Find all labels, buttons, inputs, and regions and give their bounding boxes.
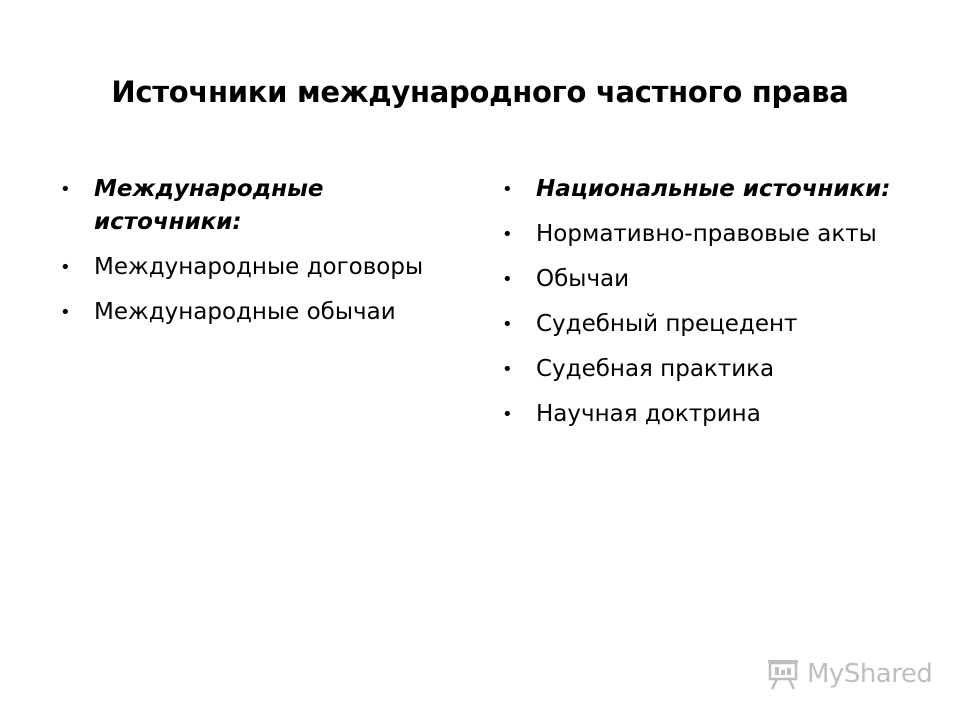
list-item: [500, 173, 900, 206]
slide-title: Источники международного частного права: [111, 75, 849, 109]
left-column-list: [58, 173, 458, 341]
list-item-text: Международные обычаи: [94, 299, 396, 325]
bullet: •: [60, 179, 71, 200]
presentation-board-icon: [765, 658, 801, 690]
list-item-text: Национальные источники:: [536, 176, 891, 202]
list-item-text: Судебный прецедент: [536, 311, 798, 337]
bullet: •: [502, 224, 513, 245]
myshared-watermark: [765, 656, 932, 692]
list-item: [58, 251, 458, 284]
list-item-text: Нормативно-правовые акты: [536, 221, 877, 247]
list-item-text: Судебная практика: [536, 356, 775, 382]
bullet: •: [502, 359, 513, 380]
list-item-text: Международные договоры: [94, 254, 424, 280]
list-item: [58, 173, 458, 239]
list-item: [500, 218, 900, 251]
bullet: •: [60, 257, 71, 278]
list-item-text: Обычаи: [536, 266, 630, 292]
list-item: [58, 296, 458, 329]
list-item: [500, 398, 900, 431]
bullet: •: [60, 302, 71, 323]
bullet: •: [502, 269, 513, 290]
list-item-text: Международные источники:: [94, 176, 324, 235]
bullet: •: [502, 404, 513, 425]
list-item: [500, 353, 900, 386]
bullet: •: [502, 314, 513, 335]
bullet: •: [502, 179, 513, 200]
right-column-list: [500, 173, 900, 443]
list-item: [500, 308, 900, 341]
list-item-text: Научная доктрина: [536, 401, 761, 427]
watermark-text: MyShared: [807, 659, 933, 689]
list-item: [500, 263, 900, 296]
